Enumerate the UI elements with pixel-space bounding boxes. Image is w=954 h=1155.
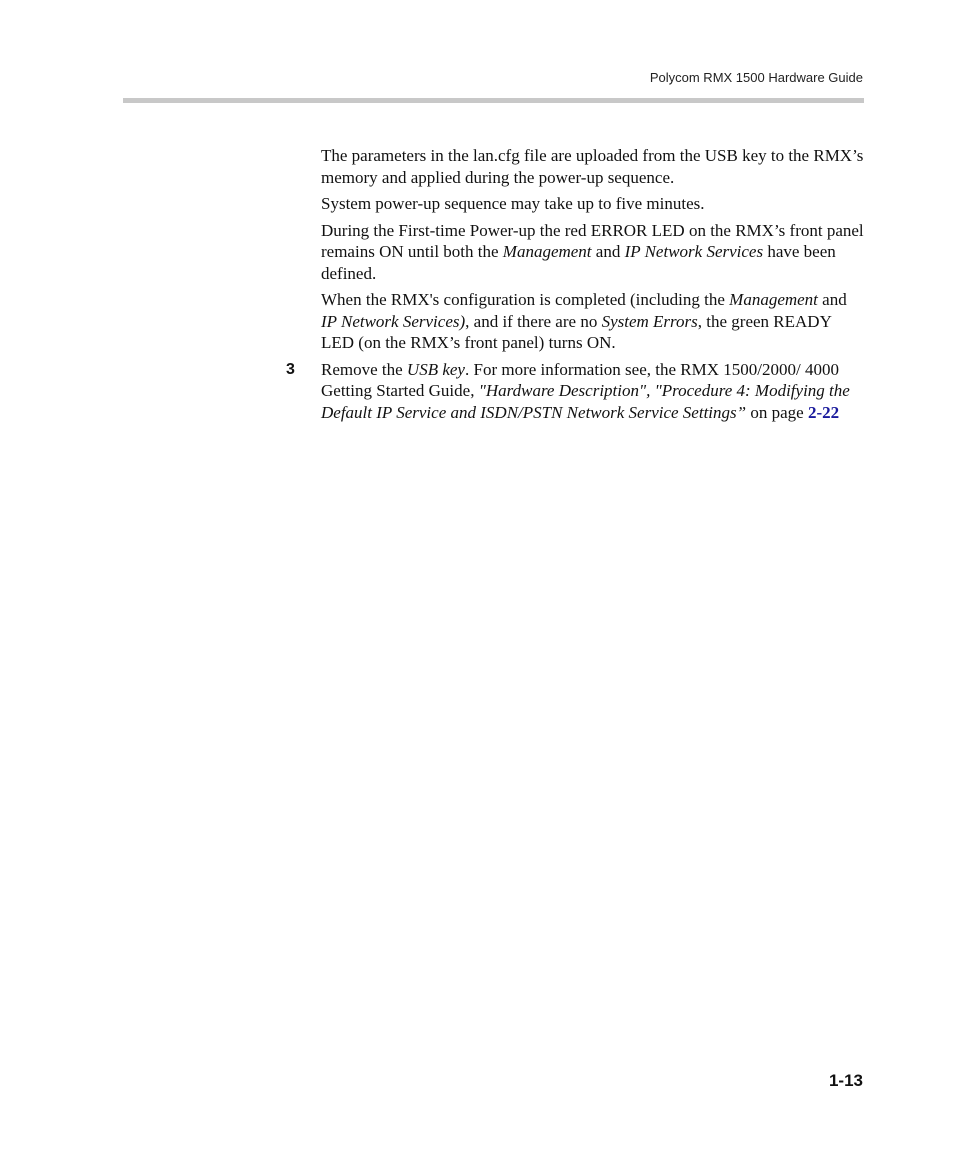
text-run: Remove the	[321, 359, 407, 379]
text-run: , the green READY LED (on the RMX’s front panel) turns ON.	[321, 311, 832, 352]
text-run: When the RMX's configuration is completed (including the	[321, 290, 730, 309]
running-header: Polycom RMX 1500 Hardware Guide	[649, 70, 863, 85]
page-number: 1-13	[828, 1071, 863, 1090]
paragraph-power-up-time: System power-up sequence may take up to five minutes.	[321, 194, 705, 213]
text-run: . For more information see, the RMX 1500/2000/ 4000 Getting Started Guide,	[321, 359, 839, 400]
text-run: on page	[746, 402, 808, 422]
italic-management: Management	[502, 242, 592, 261]
body-content	[286, 145, 866, 428]
text-run: During the First-time Power-up the red ERROR LED on the RMX’s front panel remains ON until both the	[321, 220, 864, 261]
paragraph-error-led	[321, 220, 866, 285]
italic-usb-key: USB key	[406, 359, 465, 379]
italic-ip-network-services: IP Network Services)	[321, 311, 466, 331]
italic-management: Management	[729, 290, 818, 309]
step-number: 3	[286, 360, 295, 378]
italic-system-errors: System Errors	[601, 311, 698, 331]
text-run: and	[817, 290, 847, 309]
step-3	[286, 359, 866, 424]
italic-ip-network-services: IP Network Services	[624, 242, 764, 261]
header-rule	[123, 98, 864, 103]
text-run: and	[591, 242, 625, 261]
paragraph-lan-cfg: The parameters in the lan.cfg file are uploaded from the USB key to the RMX’s memory and applied during the power-up sequence.	[321, 146, 864, 187]
paragraph-ready-led	[321, 289, 866, 354]
page-reference-link[interactable]: 2-22	[807, 402, 840, 422]
text-run: , and if there are no	[465, 311, 602, 331]
text-run: have been defined.	[321, 242, 836, 283]
italic-section-reference: "Hardware Description", "Procedure 4: Modifying the Default IP Service and ISDN/PSTN Network Service Settings”	[321, 381, 850, 422]
